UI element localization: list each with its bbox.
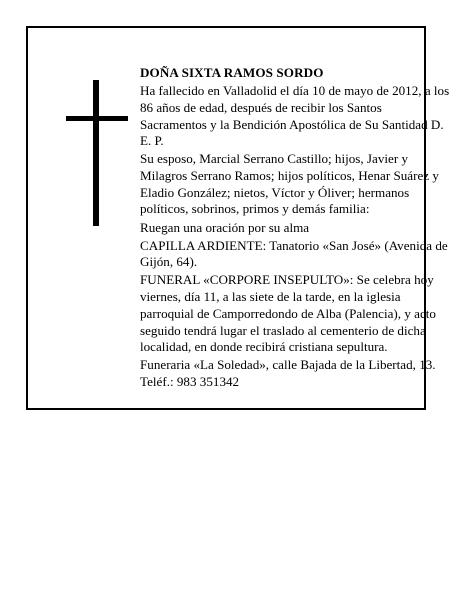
cross-icon bbox=[66, 80, 128, 226]
obituary-card bbox=[26, 26, 450, 410]
death-announcement: Ha fallecido en Valladolid el día 10 de mayo de 2012, a los 86 años de edad, después de recibir los Santos Sacramentos y la Bendición Apostólica de Su Santidad D. E. P. bbox=[140, 83, 450, 149]
cross-horizontal-bar bbox=[66, 116, 128, 121]
deceased-name: DOÑA SIXTA RAMOS SORDO bbox=[140, 65, 324, 80]
family-list: Su esposo, Marcial Serrano Castillo; hijos, Javier y Milagros Serrano Ramos; hijos políticos, Henar Suárez y Eladio González; nietos, Víctor y Óliver; hermanos políticos, sobrinos, primos y demás familia: bbox=[140, 151, 439, 217]
funeral-home-info: Funeraria «La Soledad», calle Bajada de la Libertad, 13. Teléf.: 983 351342 bbox=[140, 357, 436, 389]
obituary-text bbox=[140, 65, 450, 392]
chapel-info: CAPILLA ARDIENTE: Tanatorio «San José» (Avenida de Gijón, 64). bbox=[140, 237, 448, 270]
funeral-info: FUNERAL «CORPORE INSEPULTO»: Se celebra hoy viernes, día 11, a las siete de la tarde, en la iglesia parroquial de Camporredondo de Alba (Palencia), y acto seguido tendrá lugar el traslado al cementerio de dicha localidad, en donde recibirá cristiana sepultura. bbox=[140, 272, 436, 355]
cross-vertical-bar bbox=[93, 80, 99, 226]
prayer-request: Ruegan una oración por su alma bbox=[140, 219, 310, 235]
